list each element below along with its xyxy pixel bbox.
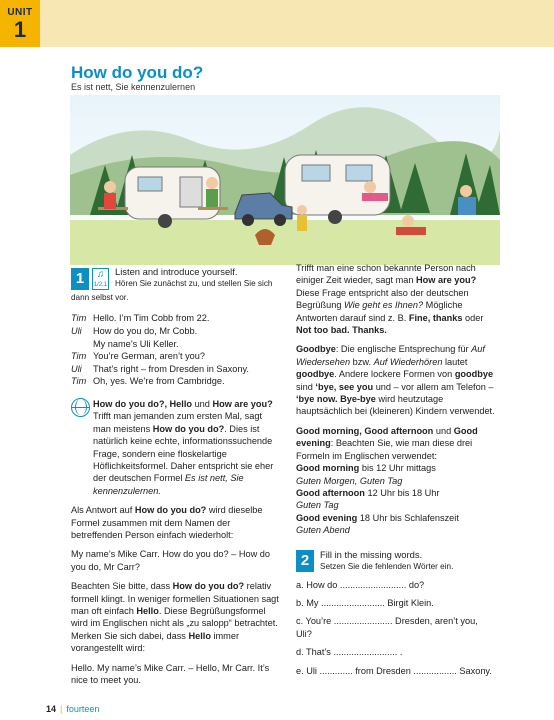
dialogue-line (71, 325, 279, 338)
top-banner (0, 0, 554, 47)
line-text: Oh, yes. We’re from Cambridge. (93, 376, 225, 387)
dialogue-line (71, 312, 279, 325)
fill-in-item: c. You’re ....................... Dresden, aren’t you, Uli? (296, 616, 478, 639)
dialogue-line (71, 363, 279, 376)
info-paragraph: Trifft man eine schon bekannte Person nach einiger Zeit wieder, sagt man How are you? Diese Frage entspricht also der deutschen Begrüßung Wie geht es Ihnen? Mögliche Antworten darauf sind z. B. Fine, thanks oder Not too bad. Thanks. (296, 263, 484, 336)
line-text: How do you do, Mr Cobb. (93, 326, 198, 336)
fill-in-item: d. That’s ......................... . (296, 647, 403, 658)
left-column (71, 266, 279, 694)
speaker: Uli (71, 363, 82, 374)
speaker: Tim (71, 376, 87, 387)
greeting-good-morning: Good morning bis 12 Uhr mittags (296, 463, 436, 474)
audio-cd-icon: ♫ 1/2,1 (93, 269, 108, 288)
exercise-number: 1 (71, 268, 89, 290)
greeting-good-afternoon: Good afternoon 12 Uhr bis 18 Uhr (296, 487, 440, 498)
dialogue-line (71, 375, 279, 388)
unit-number: 1 (13, 17, 27, 42)
exercise-1-instruction-de: Hören Sie zunächst zu, und stellen Sie sich (115, 279, 273, 289)
speaker: Tim (71, 351, 87, 362)
example-sentence: My name’s Mike Carr. How do you do? – How do you do, Mr Carr? (71, 549, 270, 572)
page-footer (46, 704, 99, 714)
exercise-number: 2 (296, 550, 314, 572)
page-number: 14 (46, 704, 57, 714)
fill-in-item: e. Uli ............. from Dresden ................. Saxony. (296, 665, 492, 676)
info-paragraph: Als Antwort auf How do you do? wird dieselbe Formel zusammen mit dem Namen der betreffenden Person einfach wiederholt: (71, 505, 263, 541)
exercise-1-instruction: Listen and introduce yourself. (115, 266, 238, 277)
speaker: Uli (71, 326, 82, 336)
audio-track-label: 1/2,1 (93, 282, 108, 288)
info-box: How do you do?, Hello und How are you? Trifft man jemanden zum ersten Mal, sagt man meistens How do you do?. Dies ist natürlich keine echte, informationssuchende Frage, sondern eine floskelartige Höflichkeitsformel. Daher entspricht sie eher der deutschen Formel Es ist nett, Sie kennenzulernen. (71, 398, 279, 497)
greeting-translation: Guten Abend (296, 525, 350, 536)
info-paragraph: Good morning, Good afternoon und Good evening: Beachten Sie, wie man diese drei Formeln im Englischen verwendet: (296, 425, 478, 461)
info-paragraph: Goodbye: Die englische Entsprechung für Auf Wiedersehen bzw. Auf Wiederhören lautet goodbye. Andere lockere Formen von goodbye sind ‘bye, see you und – vor allem am Telefon – ‘bye now. Bye-bye wird heutzutage hauptsächlich bei (kleineren) Kindern verwendet. (296, 344, 495, 417)
example-sentence: Hello. My name’s Mike Carr. – Hello, Mr Carr. It’s nice to meet you. (71, 662, 270, 686)
dialogue-line (71, 338, 279, 351)
line-text: That’s right – from Dresden in Saxony. (93, 363, 249, 374)
campsite-illustration (70, 95, 500, 265)
speaker: Tim (71, 313, 87, 324)
exercise-1-header (71, 266, 279, 292)
exercise-2-instruction-de: Setzen Sie die fehlenden Wörter ein. (320, 561, 454, 571)
right-column (296, 262, 496, 683)
page-title: How do you do? (71, 63, 204, 82)
page-number-word: fourteen (66, 704, 100, 714)
unit-tab (0, 0, 40, 47)
globe-icon (71, 398, 90, 417)
fill-in-item: a. How do .......................... do? (296, 579, 425, 590)
caravan-left (125, 167, 220, 228)
greeting-translation: Guten Tag (296, 500, 339, 511)
line-text: Hello. I’m Tim Cobb from 22. (93, 313, 210, 324)
page-subtitle: Es ist nett, Sie kennenzulernen (71, 82, 196, 92)
exercise-2-header (296, 549, 496, 579)
dialogue (71, 312, 279, 388)
exercise-2-instruction: Fill in the missing words. (320, 548, 423, 560)
info-paragraph: Beachten Sie bitte, dass How do you do? relativ formell klingt. In weniger formellen Situationen sagt man oft einfach Hello. Diese Begrüßungsformel wird im Englischen nicht als „zu salopp“ betrachtet. Merken Sie sich dabei, dass Hello immer vorangestellt wird: (71, 581, 279, 654)
unit-label: UNIT (7, 7, 33, 18)
dialogue-line (71, 350, 279, 363)
greeting-good-evening: Good evening 18 Uhr bis Schlafenszeit (296, 512, 459, 523)
line-text: You’re German, aren’t you? (93, 351, 206, 362)
greeting-translation: Guten Morgen, Guten Tag (296, 475, 403, 486)
line-text: My name’s Uli Keller. (93, 338, 179, 349)
exercise-1-instruction-de-cont: dann selbst vor. (71, 293, 129, 302)
fill-in-item: b. My ......................... Birgit Klein. (296, 597, 434, 608)
footer-divider: | (60, 704, 63, 714)
speaker (71, 338, 93, 351)
